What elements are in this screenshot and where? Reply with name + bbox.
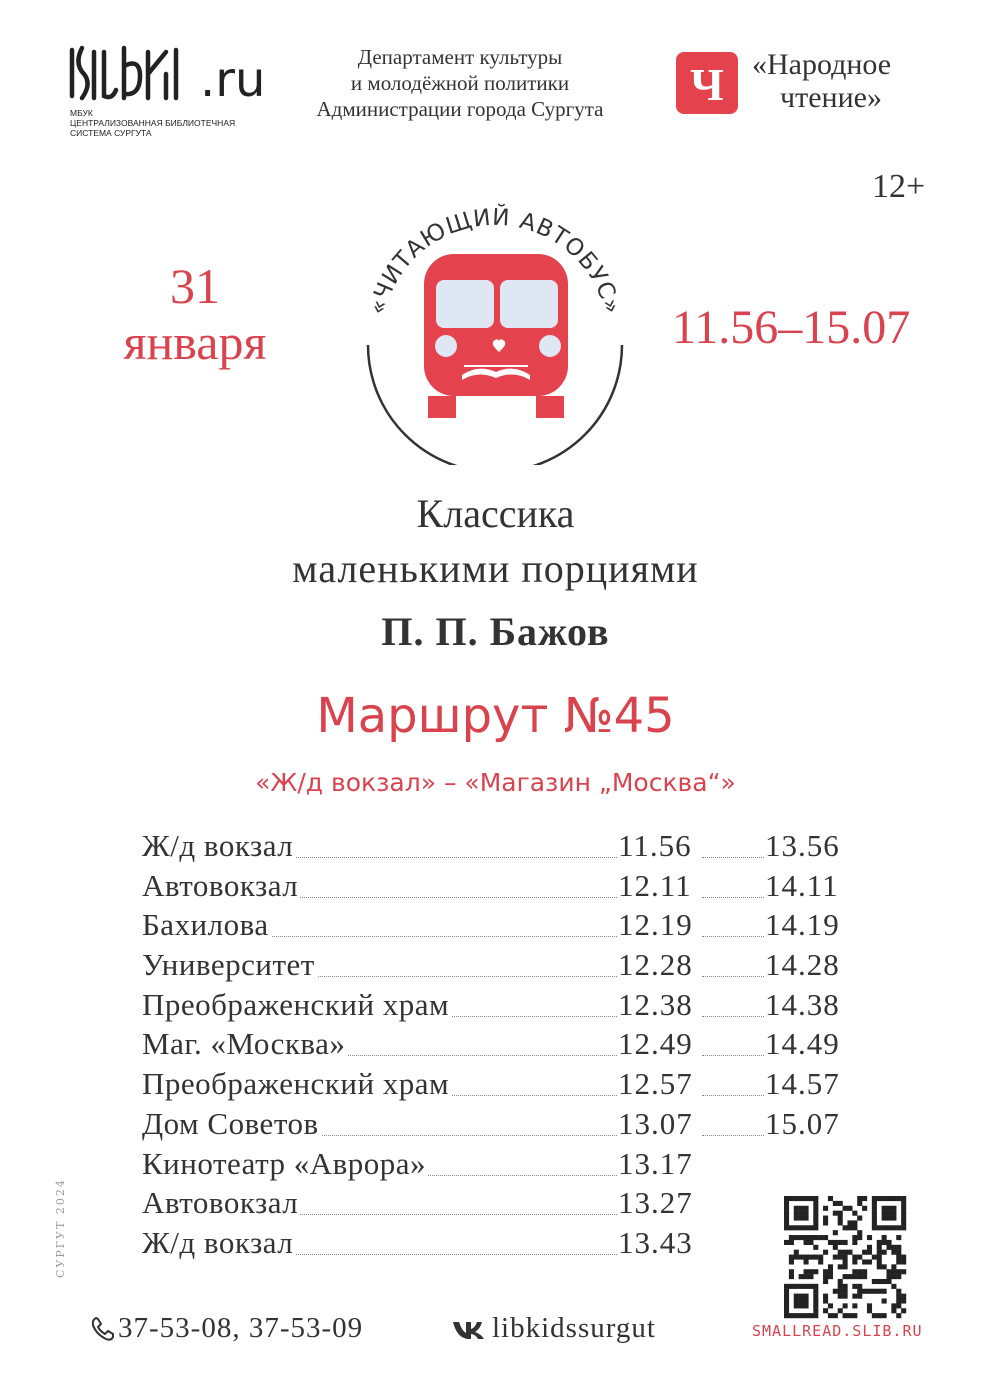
slib-caption-line: МБУК (70, 108, 93, 118)
departure-time-2: 14.49 (765, 1026, 840, 1062)
slib-caption-line: ЦЕНТРАЛИЗОВАННАЯ БИБЛИОТЕЧНАЯ (70, 118, 236, 128)
stop-name: Автовокзал (142, 1185, 299, 1221)
department-line: Администрации города Сургута (316, 97, 604, 121)
qr-code[interactable] (784, 1196, 906, 1318)
narodnoe-title (752, 48, 891, 114)
departure-time-2: 15.07 (765, 1105, 840, 1141)
bus-window-right (500, 280, 558, 328)
schedule-table (142, 828, 862, 1265)
schedule-row (142, 1026, 862, 1066)
slib-caption (70, 108, 235, 138)
bus-window-left (436, 280, 494, 328)
narodnoe-logo-badge (676, 52, 738, 114)
route-title: Маршрут №45 (316, 688, 675, 744)
stop-name: Дом Советов (142, 1105, 319, 1141)
departure-time-1: 12.57 (618, 1066, 693, 1102)
stop-name: Ж/д вокзал (142, 1224, 294, 1260)
schedule-row (142, 947, 862, 987)
departure-time-1: 12.11 (618, 867, 692, 903)
dot-leader (702, 976, 764, 977)
stop-name: Автовокзал (142, 867, 299, 903)
departure-time-2: 14.38 (765, 986, 840, 1022)
departure-time-1: 12.28 (618, 947, 693, 983)
departure-time-1: 12.19 (618, 907, 693, 943)
reading-bus-emblem (360, 190, 630, 465)
departure-time-2: 14.57 (765, 1066, 840, 1102)
schedule-row (142, 1225, 862, 1265)
dot-leader (702, 1016, 764, 1017)
departure-time-1: 13.07 (618, 1105, 693, 1141)
narodnoe-line: «Народное (752, 48, 892, 81)
departure-time-1: 13.27 (618, 1185, 693, 1221)
departure-time-1: 13.43 (618, 1224, 693, 1260)
age-rating: 12+ (872, 168, 926, 205)
vertical-year-label (36, 1160, 76, 1280)
stop-name: Преображенский храм (142, 986, 450, 1022)
departure-time-2: 13.56 (765, 828, 840, 863)
subtitle-portions: маленькими порциями (292, 546, 699, 591)
stop-name: Университет (142, 947, 315, 983)
event-date-month: января (123, 314, 267, 370)
schedule-row (142, 1106, 862, 1146)
event-date (100, 258, 290, 370)
phone-numbers[interactable]: 37-53-08, 37-53-09 (118, 1312, 364, 1344)
stop-name: Бахилова (142, 907, 269, 943)
schedule-row (142, 828, 862, 868)
bus-arc-text: «ЧИТАЮЩИЙ АВТОБУС» (364, 204, 626, 318)
departure-time-2: 14.28 (765, 947, 840, 983)
schedule-row (142, 868, 862, 908)
vk-handle[interactable]: libkidssurgut (492, 1312, 656, 1344)
website-url[interactable]: SMALLREAD.SLIB.RU (752, 1322, 923, 1340)
department-line: Департамент культуры (357, 45, 563, 69)
event-date-day: 31 (170, 258, 220, 314)
svg-text:СУРГУТ 2024: СУРГУТ 2024 (54, 1178, 67, 1278)
department-name (280, 44, 640, 122)
schedule-row (142, 907, 862, 947)
bus-headlight-left (435, 335, 457, 357)
dot-leader (702, 1095, 764, 1096)
schedule-row (142, 1185, 862, 1225)
departure-time-1: 13.17 (618, 1145, 693, 1181)
departure-time-1: 12.38 (618, 986, 693, 1022)
schedule-row (142, 1146, 862, 1186)
dot-leader (702, 857, 764, 858)
subtitle-classic: Классика (416, 491, 575, 536)
slib-logo-text: .ru (200, 52, 266, 108)
departure-time-2: 14.19 (765, 907, 840, 943)
event-time: 11.56–15.07 (672, 301, 911, 354)
schedule-row (142, 987, 862, 1027)
route-endpoints: «Ж/д вокзал» – «Магазин „Москва“» (255, 768, 736, 797)
slib-caption-line: СИСТЕМА СУРГУТА (70, 128, 152, 138)
dot-leader (702, 1055, 764, 1056)
departure-time-1: 12.49 (618, 1026, 693, 1062)
departure-time-1: 11.56 (618, 828, 692, 863)
stop-name: Ж/д вокзал (142, 828, 294, 863)
vk-icon (452, 1320, 486, 1340)
schedule-row (142, 1066, 862, 1106)
dot-leader (702, 1135, 764, 1136)
narodnoe-line: чтение» (780, 81, 882, 114)
narodnoe-logo-letter: Ч (690, 59, 724, 110)
author-name: П. П. Бажов (381, 609, 610, 654)
bus-headlight-right (539, 335, 561, 357)
dot-leader (702, 936, 764, 937)
departure-time-2: 14.11 (765, 867, 839, 903)
phone-icon (90, 1316, 116, 1342)
stop-name: Преображенский храм (142, 1066, 450, 1102)
slib-logo (70, 44, 266, 108)
dot-leader (702, 897, 764, 898)
department-line: и молодёжной политики (350, 71, 570, 95)
stop-name: Кинотеатр «Аврора» (142, 1145, 427, 1181)
stop-name: Маг. «Москва» (142, 1026, 346, 1062)
